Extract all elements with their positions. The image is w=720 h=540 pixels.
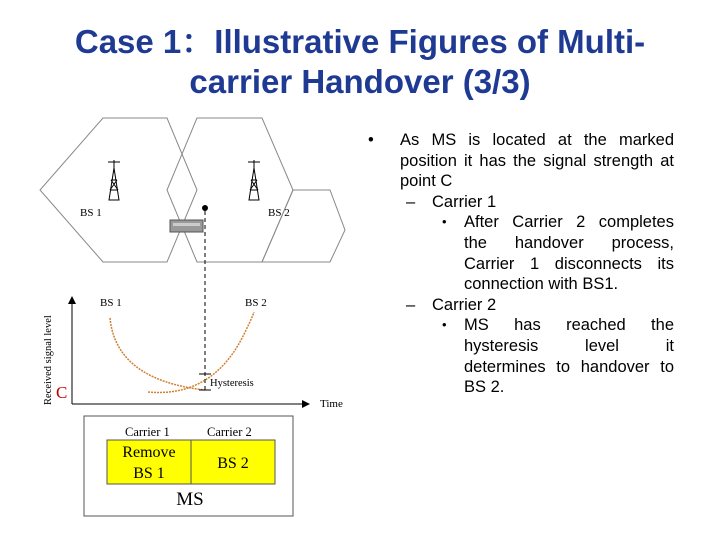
carrier2-detail-text: MS has reached the hysteresis level it determines to handover to BS 2. [464, 316, 674, 397]
bs1-tower-icon [108, 160, 120, 200]
carrier1-detail-text: After Carrier 2 completes the handover process, Carrier 1 disconnects its connection with BS1. [464, 213, 674, 294]
carrier2-detail [368, 315, 674, 397]
sub-bullet-carrier2 [368, 295, 674, 316]
bs2-label-chart: BS 2 [245, 297, 267, 309]
point-c-label: C [56, 383, 68, 402]
carrier1-header: Carrier 1 [125, 425, 170, 439]
bs1-label-top: BS 1 [80, 207, 102, 219]
sub-bullet-carrier1-text: Carrier 1 [432, 192, 497, 211]
sub-bullet-carrier2-text: Carrier 2 [432, 295, 497, 314]
hysteresis-label: Hysteresis [210, 378, 254, 389]
carrier1-detail [368, 212, 674, 294]
table-caption-ms: MS [176, 489, 204, 510]
ms-position-marker [202, 205, 208, 211]
title-line-2: carrier Handover (3/3) [189, 63, 531, 100]
carrier2-cell-text: BS 2 [217, 455, 249, 472]
sub-bullet-carrier2-mark: – [406, 295, 416, 314]
cell-bs2-hexagon [167, 118, 293, 262]
sub-bullet-carrier1 [368, 192, 674, 213]
x-axis-arrow [302, 400, 310, 408]
y-axis-label: Received signal level [43, 315, 54, 405]
title-line-1: Case 1：Illustrative Figures of Multi- [74, 23, 646, 60]
slide-title [0, 22, 720, 102]
carrier1-cell-line2: BS 1 [133, 465, 165, 482]
mobile-station-icon [170, 220, 203, 232]
x-axis-label: Time [320, 398, 343, 410]
sub-bullet-carrier1-mark: – [406, 192, 416, 211]
bs2-label-top: BS 2 [268, 207, 290, 219]
bullet-list [368, 130, 674, 398]
carrier2-detail-mark: • [442, 317, 447, 333]
carrier1-cell-line1: Remove [122, 444, 176, 461]
carrier1-detail-mark: • [442, 214, 447, 230]
bs2-tower-icon [248, 160, 260, 200]
carrier2-header: Carrier 2 [207, 425, 252, 439]
cell-bs1-hexagon [40, 118, 197, 262]
bullet-main [368, 130, 674, 192]
bullet-main-mark: • [368, 131, 374, 149]
y-axis-arrow [68, 296, 76, 304]
cell-neighbor-hexagon [262, 190, 345, 262]
bullet-main-text: As MS is located at the marked position it has the signal strength at point C [400, 131, 674, 191]
bs1-signal-curve [110, 318, 205, 390]
bs1-label-chart: BS 1 [100, 297, 122, 309]
handover-figure [0, 110, 360, 540]
